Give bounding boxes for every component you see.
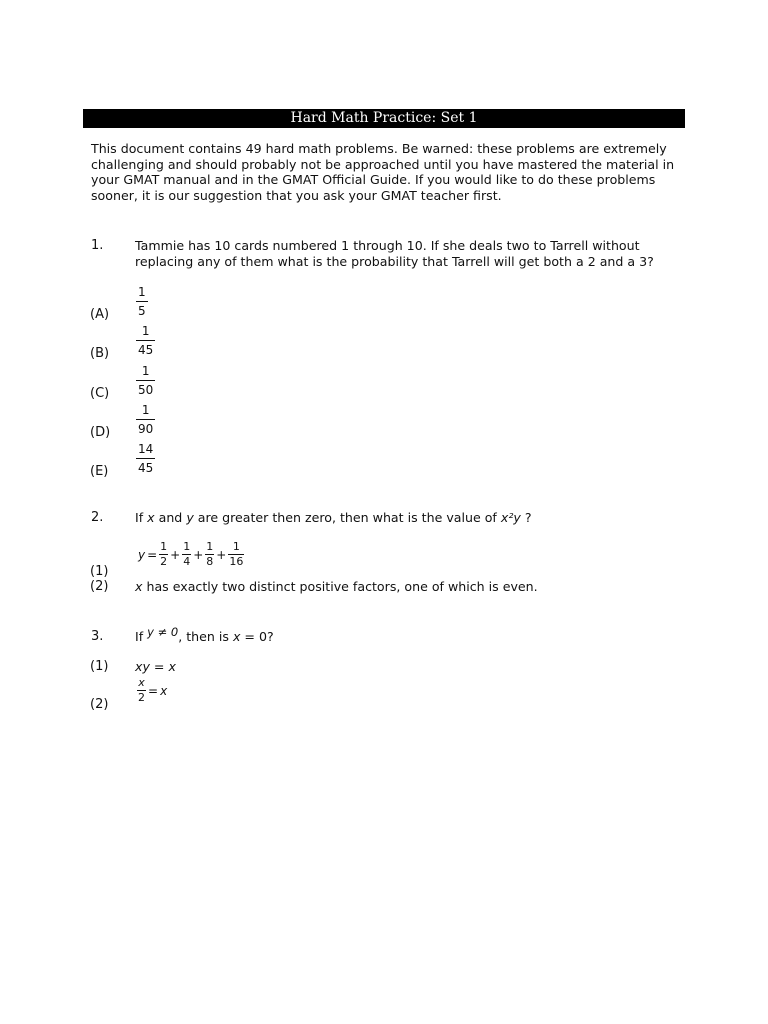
- q2-s1-plus-1: +: [170, 547, 181, 562]
- question-3-number: 3.: [91, 629, 104, 644]
- q2-s1-term-2-num: 1: [183, 540, 191, 553]
- choice-b-fraction: [136, 324, 155, 357]
- choice-e-label: (E): [90, 464, 109, 479]
- q3-statement-1-equation: [135, 659, 675, 675]
- question-3-text: [135, 625, 675, 645]
- question-2-text: [135, 510, 675, 526]
- q3-statement-2-equation: [136, 677, 168, 704]
- choice-a-numerator: 1: [138, 285, 146, 299]
- q2-statement-1-equation: [137, 541, 245, 568]
- q2-statement-1-label: (1): [90, 564, 109, 579]
- q3-s2-equals: =: [148, 683, 159, 698]
- q3-text-c: = 0?: [240, 629, 274, 644]
- q3-s2-num: x: [138, 676, 145, 689]
- choice-e-denominator: 45: [136, 458, 155, 475]
- question-1-number: 1.: [91, 238, 104, 253]
- q3-s1-equals: =: [149, 659, 169, 674]
- q2-s1-term-1: [159, 541, 168, 568]
- q2-expression: x²y: [500, 510, 521, 525]
- q3-text-a: If: [135, 629, 148, 644]
- choice-b-denominator: 45: [136, 340, 155, 357]
- q2-text-b: and: [154, 510, 187, 525]
- q2-s1-term-2: [182, 541, 191, 568]
- choice-d-label: (D): [90, 425, 111, 440]
- q2-s1-equals: =: [147, 547, 158, 562]
- q2-statement-2-label: (2): [90, 579, 109, 594]
- q3-statement-1-label: (1): [90, 659, 109, 674]
- choice-a-fraction: [136, 285, 148, 318]
- choice-c-denominator: 50: [136, 380, 155, 397]
- choice-d-numerator: 1: [141, 403, 150, 417]
- q2-s1-term-4: [228, 541, 244, 568]
- q2-text-d: ?: [520, 510, 532, 525]
- choice-a-label: (A): [90, 307, 110, 322]
- choice-d-denominator: 90: [136, 419, 155, 436]
- question-2-number: 2.: [91, 510, 104, 525]
- q2-s1-term-1-num: 1: [160, 540, 168, 553]
- q2-s1-term-3-den: 8: [206, 555, 214, 568]
- q3-s2-rhs: x: [160, 683, 168, 698]
- q2-s1-term-3-num: 1: [206, 540, 214, 553]
- choice-a-denominator: 5: [136, 301, 148, 318]
- q2-s1-term-2-den: 4: [183, 555, 191, 568]
- q3-condition: y ≠ 0: [147, 625, 179, 639]
- q3-s1-expr: xy: [135, 659, 150, 674]
- q2-text-a: If: [135, 510, 148, 525]
- q2-statement-2-text: [135, 579, 675, 595]
- choice-c-numerator: 1: [141, 364, 150, 378]
- question-1-text: Tammie has 10 cards numbered 1 through 10. If she deals two to Tarrell without replacing any of them what is the probability that Tarrell will get both a 2 and a 3?: [135, 238, 654, 269]
- q2-s1-lhs: y: [138, 547, 146, 562]
- q2-s2-text: has exactly two distinct positive factors, one of which is even.: [142, 579, 538, 594]
- q3-s1-rhs: x: [168, 659, 176, 674]
- choice-c-label: (C): [90, 386, 110, 401]
- choice-b-numerator: 1: [141, 324, 150, 338]
- q3-s2-den: 2: [138, 691, 145, 704]
- q3-text-b: , then is: [178, 629, 233, 644]
- choice-b-label: (B): [90, 346, 110, 361]
- choice-e-numerator: 14: [138, 442, 154, 456]
- q2-s1-term-4-den: 16: [229, 555, 244, 568]
- q3-statement-2-label: (2): [90, 697, 109, 712]
- q2-s1-term-1-den: 2: [160, 555, 168, 568]
- q2-s1-term-3: [205, 541, 214, 568]
- q2-var-y: y: [186, 510, 194, 525]
- choice-e-fraction: [136, 442, 155, 475]
- choice-d-fraction: [136, 403, 155, 436]
- q2-s1-term-4-num: 1: [232, 540, 240, 553]
- q2-var-x: x: [147, 510, 155, 525]
- choice-c-fraction: [136, 364, 155, 397]
- intro-paragraph: This document contains 49 hard math problems. Be warned: these problems are extremely challenging and should probably not be approached until you have mastered the material in your GMAT manual and in the GMAT Official Guide. If you would like to do these problems sooner, it is our suggestion that you ask your GMAT teacher first.: [91, 141, 675, 203]
- q2-s2-var: x: [135, 579, 143, 594]
- q2-s1-plus-3: +: [216, 547, 227, 562]
- q3-var-x: x: [232, 629, 241, 644]
- q3-s2-fraction: [137, 677, 146, 704]
- page-title: Hard Math Practice: Set 1: [83, 109, 685, 128]
- q2-text-c: are greater then zero, then what is the value of: [193, 510, 501, 525]
- q2-s1-plus-2: +: [193, 547, 204, 562]
